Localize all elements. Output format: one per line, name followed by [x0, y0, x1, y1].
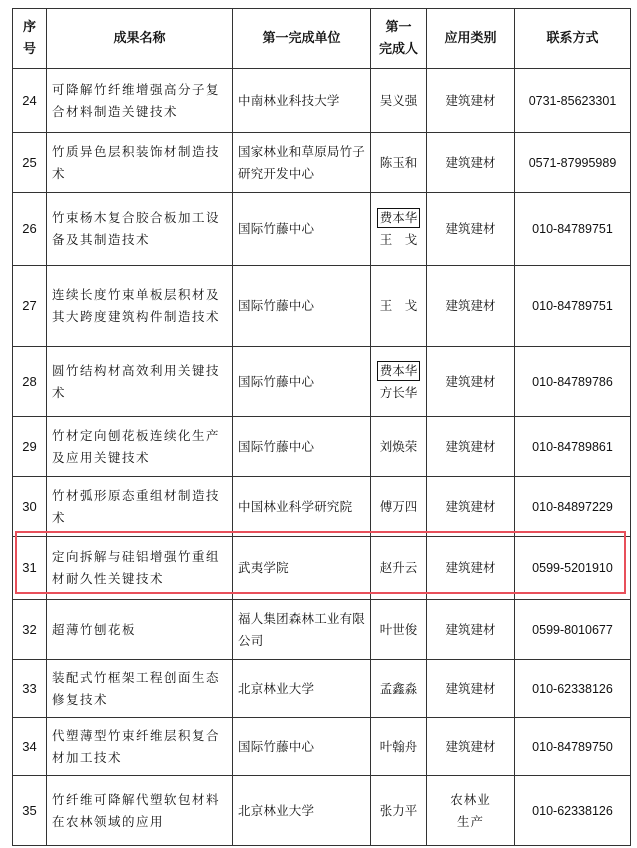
- cell-unit: 国际竹藤中心: [233, 347, 371, 417]
- cell-person: [371, 417, 427, 477]
- cell-contact: 010-84789751: [515, 193, 631, 266]
- person-name: 费本华: [377, 208, 421, 228]
- cell-name: 可降解竹纤维增强高分子复合材料制造关键技术: [47, 69, 233, 133]
- person-name: 费本华: [377, 361, 421, 381]
- cell-contact: 0731-85623301: [515, 69, 631, 133]
- header-unit: 第一完成单位: [233, 9, 371, 69]
- cell-name: 竹纤维可降解代塑软包材料在农林领域的应用: [47, 776, 233, 846]
- person-name: 方长华: [379, 384, 418, 400]
- cell-person: [371, 69, 427, 133]
- cell-name: 定向拆解与硅铝增强竹重组材耐久性关键技术: [47, 537, 233, 600]
- cell-no: 31: [13, 537, 47, 600]
- cell-unit: 中国林业科学研究院: [233, 477, 371, 537]
- table-row: [13, 266, 631, 347]
- cell-contact: 010-84897229: [515, 477, 631, 537]
- cell-no: 32: [13, 600, 47, 660]
- table-row: [13, 660, 631, 718]
- cell-no: 28: [13, 347, 47, 417]
- header-person: 第一 完成人: [371, 9, 427, 69]
- cell-contact: 010-62338126: [515, 776, 631, 846]
- cell-unit: 国家林业和草原局竹子研究开发中心: [233, 133, 371, 193]
- cell-unit: 北京林业大学: [233, 776, 371, 846]
- cell-person: [371, 718, 427, 776]
- table-row: [13, 417, 631, 477]
- cell-contact: 010-84789751: [515, 266, 631, 347]
- cell-person: [371, 600, 427, 660]
- cell-person: [371, 537, 427, 600]
- cell-category: 建筑建材: [427, 718, 515, 776]
- cell-name: 竹材弧形原态重组材制造技术: [47, 477, 233, 537]
- person-name: 刘焕荣: [379, 438, 418, 454]
- table-row: [13, 133, 631, 193]
- cell-name: 竹束杨木复合胶合板加工设备及其制造技术: [47, 193, 233, 266]
- cell-name: 代塑薄型竹束纤维层积复合材加工技术: [47, 718, 233, 776]
- cell-category: 建筑建材: [427, 69, 515, 133]
- cell-contact: 010-84789786: [515, 347, 631, 417]
- cell-person: [371, 193, 427, 266]
- cell-category: 建筑建材: [427, 477, 515, 537]
- cell-no: 34: [13, 718, 47, 776]
- header-name: 成果名称: [47, 9, 233, 69]
- table-row: [13, 537, 631, 600]
- person-name: 傅万四: [379, 498, 418, 514]
- table-row: [13, 347, 631, 417]
- cell-category: 农林业 生产: [427, 776, 515, 846]
- cell-unit: 北京林业大学: [233, 660, 371, 718]
- header-no: 序 号: [13, 9, 47, 69]
- cell-unit: 中南林业科技大学: [233, 69, 371, 133]
- cell-name: 竹材定向刨花板连续化生产及应用关键技术: [47, 417, 233, 477]
- cell-category: 建筑建材: [427, 537, 515, 600]
- person-name: 吴义强: [379, 92, 418, 108]
- cell-unit: 福人集团森林工业有限公司: [233, 600, 371, 660]
- table-row: [13, 69, 631, 133]
- table-row: [13, 600, 631, 660]
- cell-name: 连续长度竹束单板层积材及其大跨度建筑构件制造技术: [47, 266, 233, 347]
- person-name: 叶世俊: [379, 621, 418, 637]
- header-contact: 联系方式: [515, 9, 631, 69]
- cell-unit: 国际竹藤中心: [233, 718, 371, 776]
- cell-name: 竹质异色层积装饰材制造技术: [47, 133, 233, 193]
- person-name: 孟鑫淼: [379, 680, 418, 696]
- person-name: 叶翰舟: [379, 738, 418, 754]
- person-name: 王 戈: [379, 298, 418, 313]
- cell-no: 26: [13, 193, 47, 266]
- cell-no: 30: [13, 477, 47, 537]
- cell-category: 建筑建材: [427, 266, 515, 347]
- table-row: [13, 776, 631, 846]
- cell-category: 建筑建材: [427, 600, 515, 660]
- cell-no: 25: [13, 133, 47, 193]
- cell-contact: 010-84789750: [515, 718, 631, 776]
- person-name: 王 戈: [379, 232, 418, 247]
- cell-unit: 国际竹藤中心: [233, 266, 371, 347]
- cell-person: [371, 776, 427, 846]
- cell-person: [371, 347, 427, 417]
- table-row: [13, 718, 631, 776]
- person-name: 张力平: [379, 802, 418, 818]
- table-header-row: [13, 9, 631, 69]
- document-page: [12, 8, 631, 846]
- cell-person: [371, 660, 427, 718]
- cell-category: 建筑建材: [427, 417, 515, 477]
- person-name: 赵升云: [379, 560, 418, 575]
- cell-person: [371, 133, 427, 193]
- cell-category: 建筑建材: [427, 133, 515, 193]
- cell-category: 建筑建材: [427, 347, 515, 417]
- cell-unit: 国际竹藤中心: [233, 193, 371, 266]
- cell-unit: 国际竹藤中心: [233, 417, 371, 477]
- cell-contact: 010-84789861: [515, 417, 631, 477]
- cell-contact: 010-62338126: [515, 660, 631, 718]
- cell-no: 27: [13, 266, 47, 347]
- cell-unit: 武夷学院: [233, 537, 371, 600]
- cell-no: 35: [13, 776, 47, 846]
- cell-name: 圆竹结构材高效利用关键技术: [47, 347, 233, 417]
- cell-contact: 0599-5201910: [515, 537, 631, 600]
- cell-no: 29: [13, 417, 47, 477]
- cell-no: 33: [13, 660, 47, 718]
- cell-name: 超薄竹刨花板: [47, 600, 233, 660]
- cell-contact: 0599-8010677: [515, 600, 631, 660]
- cell-no: 24: [13, 69, 47, 133]
- person-name: 陈玉和: [379, 154, 418, 170]
- achievements-table: [12, 8, 631, 846]
- cell-name: 装配式竹框架工程创面生态修复技术: [47, 660, 233, 718]
- cell-category: 建筑建材: [427, 660, 515, 718]
- cell-category: 建筑建材: [427, 193, 515, 266]
- cell-person: [371, 477, 427, 537]
- table-row: [13, 193, 631, 266]
- cell-person: [371, 266, 427, 347]
- table-row: [13, 477, 631, 537]
- cell-contact: 0571-87995989: [515, 133, 631, 193]
- header-category: 应用类别: [427, 9, 515, 69]
